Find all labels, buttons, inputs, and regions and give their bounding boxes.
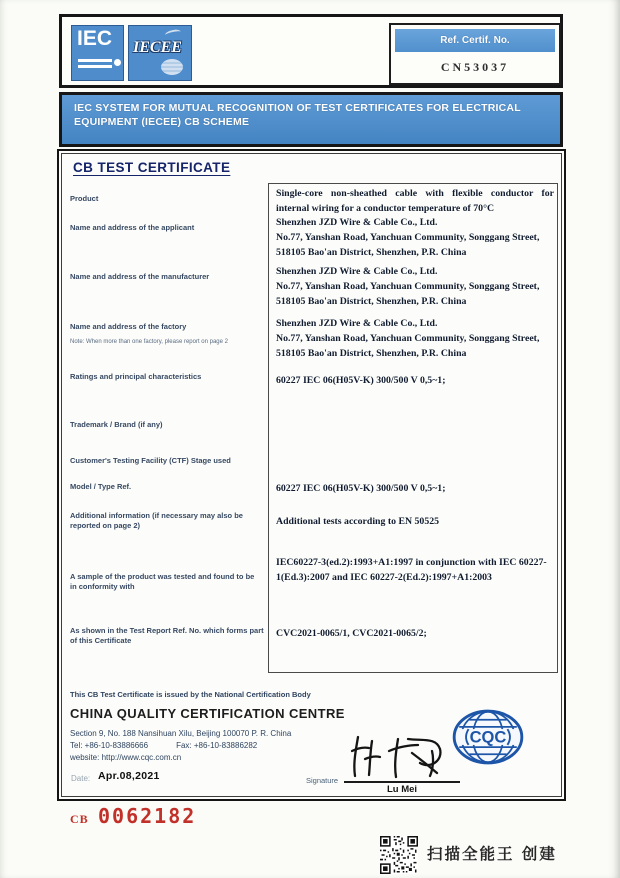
- ncb-website: website: http://www.cqc.com.cn: [70, 753, 182, 762]
- ncb-fax: Fax: +86-10-83886282: [176, 741, 258, 750]
- signature-handwriting: [342, 731, 462, 781]
- label-factory: Name and address of the factory: [70, 322, 187, 331]
- iecee-logo-text: IECEE: [133, 39, 182, 56]
- label-product: Product: [70, 194, 99, 203]
- label-ctf: Customer's Testing Facility (CTF) Stage used: [70, 456, 231, 465]
- cb-prefix: CB: [70, 812, 89, 826]
- ref-certif-label: Ref. Certif. No.: [395, 29, 555, 52]
- cqc-logo-text: CQC: [469, 727, 507, 747]
- scan-app-caption: 扫描全能王 创建: [427, 845, 557, 863]
- signature-line: [344, 781, 460, 783]
- iec-logo-bar: [78, 65, 112, 68]
- ncb-address: Section 9, No. 188 Nansihuan Xilu, Beijing 100070 P. R. China: [70, 729, 292, 738]
- label-ratings: Ratings and principal characteristics: [70, 372, 202, 381]
- value-factory-name: Shenzhen JZD Wire & Cable Co., Ltd.: [276, 318, 438, 329]
- ref-certif-box: [389, 23, 561, 85]
- iecee-logo: [128, 25, 192, 81]
- value-factory-address: No.77, Yanshan Road, Yanchuan Community, Songgang Street, 518105 Bao'an District, Shenzhen, P.R. China: [276, 333, 540, 359]
- value-product: Single-core non-sheathed cable with flexible conductor for internal wiring for a conductor temperature of 70°C: [276, 188, 554, 214]
- signature-label: Signature: [306, 776, 339, 785]
- label-trademark: Trademark / Brand (if any): [70, 420, 163, 429]
- label-test-report: As shown in the Test Report Ref. No. which forms part of this Certificate: [70, 626, 264, 646]
- qr-code: [380, 836, 418, 874]
- note-factory: Note: When more than one factory, please report on page 2: [70, 339, 228, 345]
- value-manufacturer-address: No.77, Yanshan Road, Yanchuan Community, Songgang Street, 518105 Bao'an District, Shenzhen, P.R. China: [276, 281, 540, 307]
- ncb-tel: Tel: +86-10-83886666: [70, 741, 149, 750]
- value-applicant-name: Shenzhen JZD Wire & Cable Co., Ltd.: [276, 217, 438, 228]
- label-model: Model / Type Ref.: [70, 482, 132, 491]
- scheme-banner-text: IEC SYSTEM FOR MUTUAL RECOGNITION OF TEST CERTIFICATES FOR ELECTRICAL EQUIPMENT (IECEE) CB SCHEME: [74, 102, 521, 128]
- signatory-name: Lu Mei: [386, 784, 418, 795]
- header: [59, 14, 563, 88]
- value-applicant-address: No.77, Yanshan Road, Yanchuan Community, Songgang Street, 518105 Bao'an District, Shenzhen, P.R. China: [276, 232, 540, 258]
- label-manufacturer: Name and address of the manufacturer: [70, 272, 210, 281]
- iecee-bulb-wire: [164, 28, 181, 38]
- date-value: Apr.08,2021: [98, 770, 160, 782]
- value-test-report: CVC2021-0065/1, CVC2021-0065/2;: [276, 628, 427, 639]
- iec-logo-dot: [114, 59, 121, 66]
- date-label: Date:: [71, 774, 91, 783]
- value-conformity: IEC60227-3(ed.2):1993+A1:1997 in conjunction with IEC 60227-1(Ed.3):2007 and IEC 60227-2(Ed.2):1997+A1:2003: [276, 557, 547, 583]
- certificate-title: CB TEST CERTIFICATE: [73, 160, 231, 175]
- ref-certif-number: CN53037: [440, 60, 510, 74]
- value-ratings: 60227 IEC 06(H05V-K) 300/500 V 0,5~1;: [276, 375, 446, 386]
- value-model: 60227 IEC 06(H05V-K) 300/500 V 0,5~1;: [276, 483, 446, 494]
- issued-by-text: This CB Test Certificate is issued by the National Certification Body: [70, 690, 311, 699]
- iec-logo-text: IEC: [77, 27, 113, 50]
- value-additional: Additional tests according to EN 50525: [276, 516, 440, 527]
- iec-logo: [71, 25, 124, 81]
- cqc-logo: [452, 708, 524, 766]
- label-applicant: Name and address of the applicant: [70, 223, 195, 232]
- scheme-banner: [59, 92, 563, 147]
- label-conformity: A sample of the product was tested and found to be in conformity with: [70, 572, 255, 592]
- iec-logo-bar: [78, 59, 112, 62]
- ncb-telfax: [70, 741, 257, 750]
- ncb-name: CHINA QUALITY CERTIFICATION CENTRE: [70, 706, 345, 721]
- cb-serial-number: 0062182: [98, 804, 197, 828]
- label-additional: Additional information (if necessary may also be reported on page 2): [70, 511, 243, 531]
- iecee-bulb-icon: [161, 59, 183, 75]
- value-manufacturer-name: Shenzhen JZD Wire & Cable Co., Ltd.: [276, 266, 438, 277]
